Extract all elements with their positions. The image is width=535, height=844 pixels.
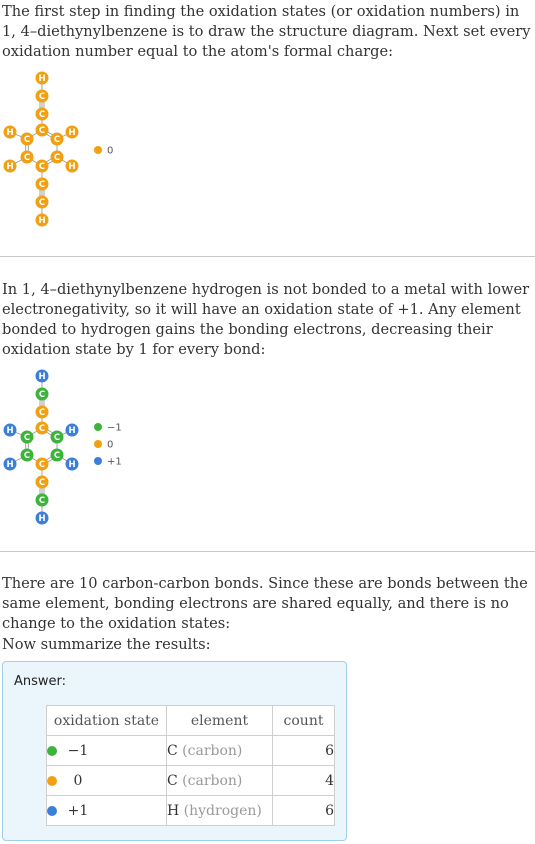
legend-dot-icon bbox=[94, 457, 102, 465]
header-count: count bbox=[273, 706, 335, 736]
step-4-text: Now summarize the results: bbox=[2, 636, 211, 653]
atom-label: H bbox=[6, 426, 14, 436]
table-header-row bbox=[47, 706, 335, 736]
results-table bbox=[46, 705, 335, 826]
atom-label: C bbox=[38, 408, 46, 418]
structure-diagram-formal-charges bbox=[0, 66, 140, 236]
atom-label: C bbox=[38, 126, 46, 136]
step-2-text: In 1, 4–diethynylbenzene hydrogen is not bonded to a metal with lower electronegativity, so it will have an oxidation state of +1. Any element bonded to hydrogen gains the bonding electrons, decreasing their oxidation state by 1 for every bond: bbox=[2, 281, 530, 358]
oxidation-state-cell: 0 bbox=[47, 766, 167, 796]
legend-label: 0 bbox=[107, 439, 114, 451]
atom-label: C bbox=[38, 390, 46, 400]
count-cell: 4 bbox=[273, 766, 335, 796]
color-dot-icon bbox=[47, 776, 57, 786]
atom-label: H bbox=[38, 514, 46, 524]
atom-label: C bbox=[38, 496, 46, 506]
legend-label: −1 bbox=[107, 422, 122, 434]
atom-label: C bbox=[23, 153, 31, 163]
atom-label: C bbox=[38, 92, 46, 102]
oxidation-state-cell: +1 bbox=[47, 796, 167, 826]
atom-label: C bbox=[38, 110, 46, 120]
atom-label: C bbox=[38, 460, 46, 470]
atom-label: C bbox=[53, 451, 61, 461]
atom-label: H bbox=[68, 162, 76, 172]
atom-label: C bbox=[38, 180, 46, 190]
atom-label: C bbox=[38, 198, 46, 208]
atom-label: C bbox=[38, 162, 46, 172]
answer-box bbox=[2, 661, 347, 841]
atom-label: C bbox=[38, 424, 46, 434]
answer-label: Answer: bbox=[14, 674, 67, 689]
element-cell: H (hydrogen) bbox=[167, 796, 273, 826]
atom-label: H bbox=[38, 372, 46, 382]
count-cell: 6 bbox=[273, 796, 335, 826]
legend-dot-icon bbox=[94, 146, 102, 154]
table-row bbox=[47, 736, 335, 766]
step-3-text: There are 10 carbon-carbon bonds. Since these are bonds between the same element, bonding electrons are shared equally, and there is no change to the oxidation states: bbox=[2, 575, 528, 632]
atom-label: C bbox=[23, 433, 31, 443]
atom-label: C bbox=[53, 433, 61, 443]
count-cell: 6 bbox=[273, 736, 335, 766]
atom-label: H bbox=[38, 74, 46, 84]
atom-label: H bbox=[6, 460, 14, 470]
atom-label: H bbox=[68, 426, 76, 436]
header-oxidation-state: oxidation state bbox=[47, 706, 167, 736]
atom-label: C bbox=[23, 451, 31, 461]
atom-label: H bbox=[6, 128, 14, 138]
atom-label: H bbox=[6, 162, 14, 172]
atom-label: C bbox=[53, 135, 61, 145]
color-dot-icon bbox=[47, 746, 57, 756]
structure-diagram-hydrogen-oxidation bbox=[0, 364, 140, 534]
table-row bbox=[47, 796, 335, 826]
table-row bbox=[47, 766, 335, 796]
atom-label: C bbox=[53, 153, 61, 163]
section-divider bbox=[0, 256, 535, 257]
legend-dot-icon bbox=[94, 440, 102, 448]
legend-dot-icon bbox=[94, 423, 102, 431]
atom-label: H bbox=[68, 460, 76, 470]
oxidation-state-cell: −1 bbox=[47, 736, 167, 766]
element-cell: C (carbon) bbox=[167, 736, 273, 766]
atom-label: C bbox=[23, 135, 31, 145]
legend-label: 0 bbox=[107, 145, 114, 157]
header-element: element bbox=[167, 706, 273, 736]
legend-label: +1 bbox=[107, 456, 122, 468]
atom-label: H bbox=[38, 216, 46, 226]
element-cell: C (carbon) bbox=[167, 766, 273, 796]
atom-label: H bbox=[68, 128, 76, 138]
color-dot-icon bbox=[47, 806, 57, 816]
section-divider bbox=[0, 551, 535, 552]
atom-label: C bbox=[38, 478, 46, 488]
step-1-text: The first step in finding the oxidation states (or oxidation numbers) in 1, 4–diethynylbenzene is to draw the structure diagram. Next set every oxidation number equal to the atom's formal charge: bbox=[2, 3, 531, 60]
